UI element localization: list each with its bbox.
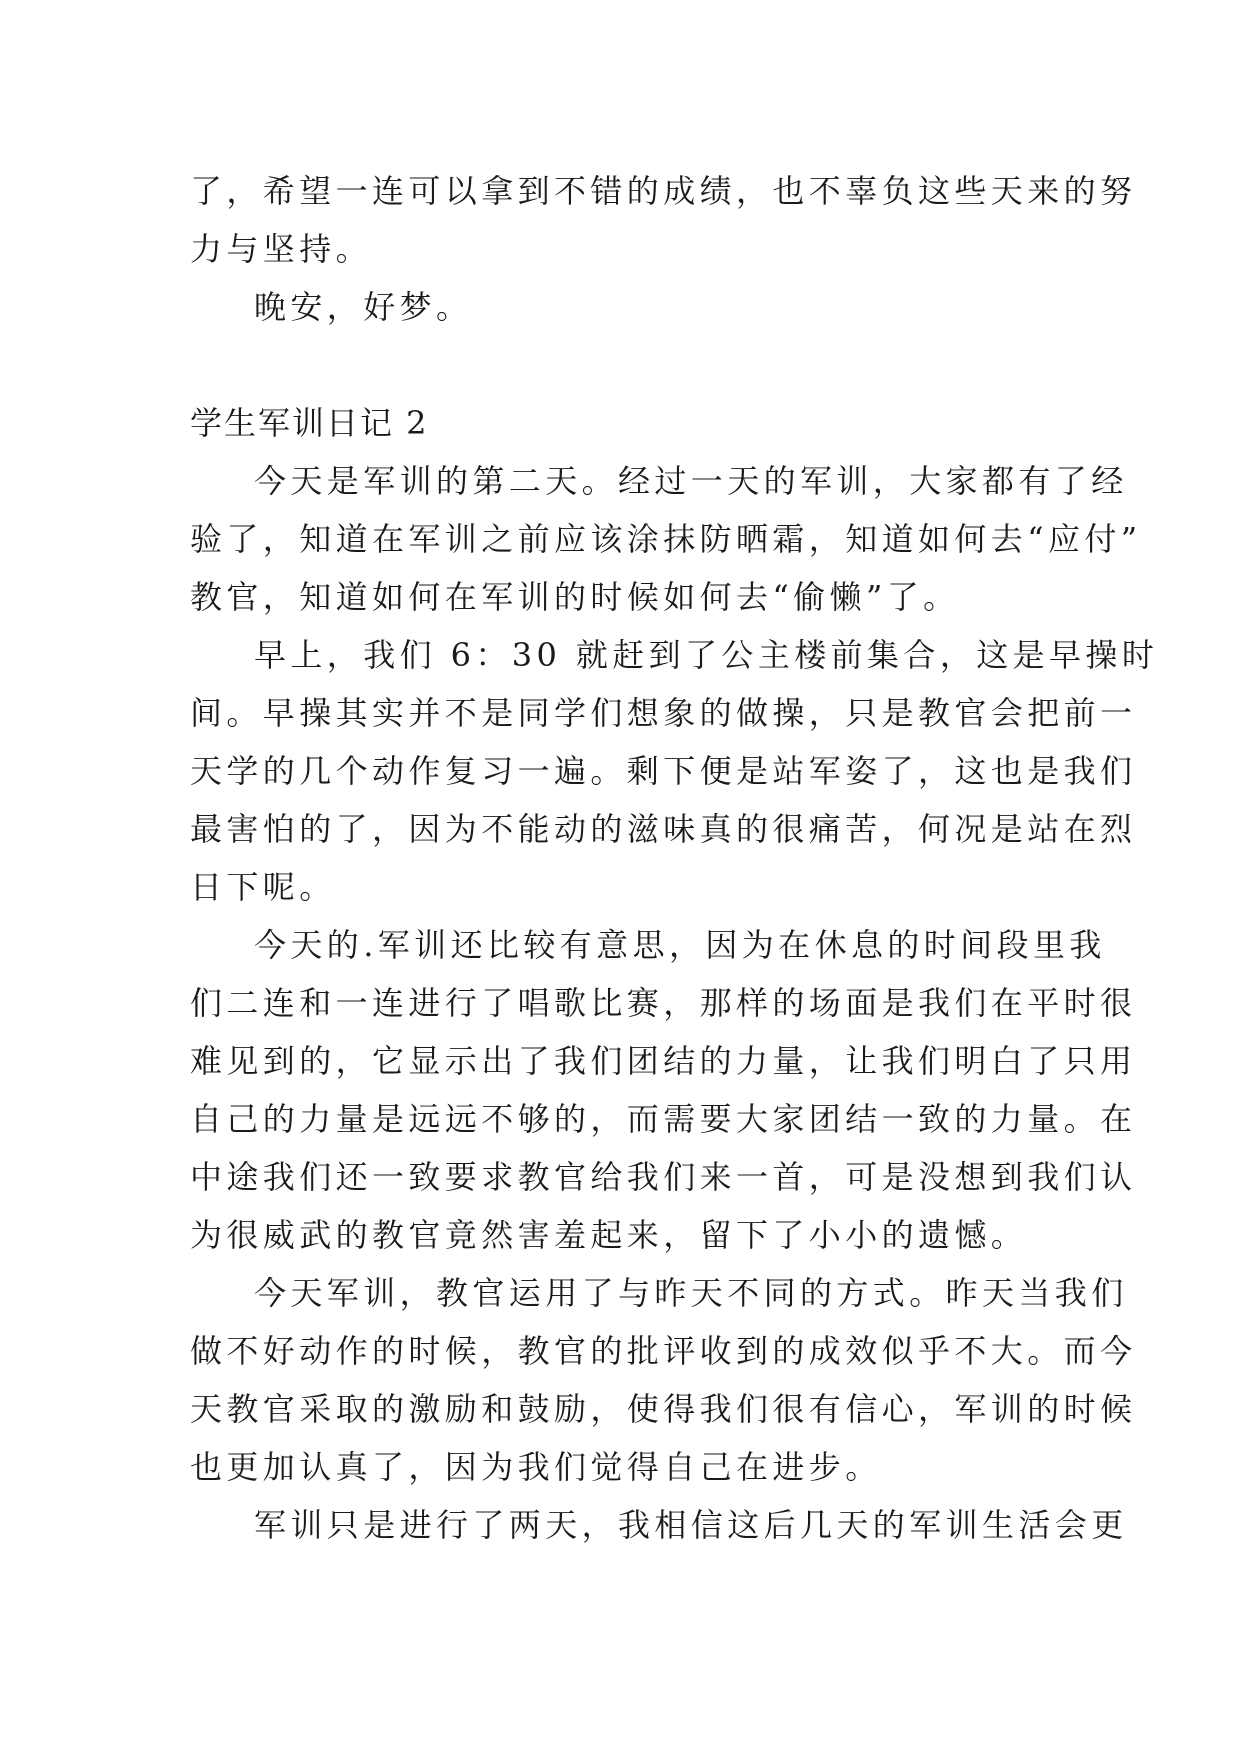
closing-line: 晚安，好梦。 — [254, 288, 473, 326]
text-line: 间。早操其实并不是同学们想象的做操，只是教官会把前一 — [190, 694, 1137, 732]
text-line: 今天是军训的第二天。经过一天的军训，大家都有了经 — [254, 462, 1128, 500]
text-line: 验了，知道在军训之前应该涂抹防晒霜，知道如何去“应付” — [190, 520, 1142, 558]
text-line: 自己的力量是远远不够的，而需要大家团结一致的力量。在 — [190, 1100, 1137, 1138]
text-line: 军训只是进行了两天，我相信这后几天的军训生活会更 — [254, 1506, 1128, 1544]
paragraph-5 — [190, 1496, 1128, 1554]
text-line: 天教官采取的激励和鼓励，使得我们很有信心，军训的时候 — [190, 1390, 1137, 1428]
text-line: 们二连和一连进行了唱歌比赛，那样的场面是我们在平时很 — [190, 984, 1137, 1022]
paragraph-3 — [190, 916, 1137, 1264]
paragraph-2 — [190, 626, 1159, 916]
text-line: 今天的.军训还比较有意思，因为在休息的时间段里我 — [254, 926, 1106, 964]
document-page — [190, 162, 1159, 1554]
text-line: 今天军训，教官运用了与昨天不同的方式。昨天当我们 — [254, 1274, 1128, 1312]
text-line: 了，希望一连可以拿到不错的成绩，也不辜负这些天来的努 — [190, 172, 1137, 210]
text-line: 做不好动作的时候，教官的批评收到的成效似乎不大。而今 — [190, 1332, 1137, 1370]
text-line: 早上，我们 6：30 就赶到了公主楼前集合，这是早操时 — [254, 636, 1159, 674]
text-line: 中途我们还一致要求教官给我们来一首，可是没想到我们认 — [190, 1158, 1137, 1196]
paragraph-4 — [190, 1264, 1137, 1496]
text-line: 为很威武的教官竟然害羞起来，留下了小小的遗憾。 — [190, 1216, 1028, 1254]
text-line: 天学的几个动作复习一遍。剩下便是站军姿了，这也是我们 — [190, 752, 1137, 790]
text-line: 难见到的，它显示出了我们团结的力量，让我们明白了只用 — [190, 1042, 1137, 1080]
blank-gap — [190, 336, 1050, 394]
text-line: 也更加认真了，因为我们觉得自己在进步。 — [190, 1448, 882, 1486]
paragraph-1 — [190, 452, 1142, 626]
text-line: 教官，知道如何在军训的时候如何去“偷懒”了。 — [190, 578, 960, 616]
text-line: 最害怕的了，因为不能动的滋味真的很痛苦，何况是站在烈 — [190, 810, 1137, 848]
text-line: 力与坚持。 — [190, 230, 373, 268]
intro-paragraph — [190, 162, 1137, 278]
text-line: 日下呢。 — [190, 868, 336, 906]
section-title: 学生军训日记 2 — [190, 404, 429, 442]
